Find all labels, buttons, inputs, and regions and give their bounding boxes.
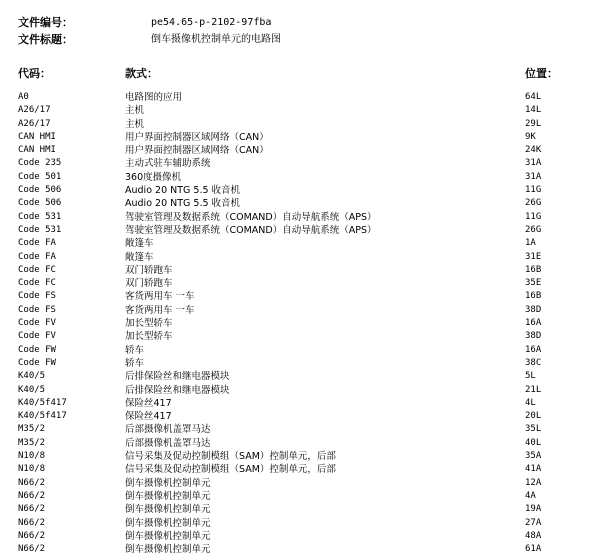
- component-code: Code 506: [18, 185, 62, 196]
- table-row: [0, 477, 602, 490]
- component-description: 360度摄像机: [125, 171, 182, 183]
- component-code: Code 531: [18, 224, 62, 235]
- component-description: 倒车摄像机控制单元: [125, 544, 211, 556]
- doc-number-label: 文件编号：: [18, 16, 73, 29]
- component-description: 加长型轿车: [125, 318, 173, 330]
- component-position: 16B: [525, 291, 542, 302]
- table-row: [0, 370, 602, 383]
- table-row: [0, 317, 602, 330]
- component-position: 27A: [525, 517, 542, 528]
- table-row: [0, 530, 602, 543]
- component-code: K40/5f417: [18, 411, 67, 422]
- table-row: [0, 237, 602, 250]
- table-row: [0, 211, 602, 224]
- component-code: M35/2: [18, 424, 46, 435]
- doc-title-label: 文件标题：: [18, 33, 73, 46]
- table-row: [0, 251, 602, 264]
- component-position: 5L: [525, 371, 536, 382]
- component-description: 后排保险丝和继电器模块: [125, 371, 230, 383]
- table-row: [0, 344, 602, 357]
- component-position: 26G: [525, 224, 542, 235]
- table-row: [0, 290, 602, 303]
- component-description: 保险丝417: [125, 411, 172, 423]
- component-description: 倒车摄像机控制单元: [125, 517, 211, 529]
- doc-number-value: pe54.65-p-2102-97fba: [151, 17, 272, 28]
- component-code: A26/17: [18, 105, 51, 116]
- component-position: 11G: [525, 185, 542, 196]
- component-description: 轿车: [125, 344, 145, 356]
- component-description: Audio 20 NTG 5.5 收音机: [125, 185, 241, 197]
- component-description: 倒车摄像机控制单元: [125, 504, 211, 516]
- component-position: 4A: [525, 490, 536, 501]
- component-code: N66/2: [18, 504, 46, 515]
- table-row: [0, 450, 602, 463]
- table-row: [0, 357, 602, 370]
- component-code: Code FC: [18, 278, 56, 289]
- component-code: Code FA: [18, 251, 56, 262]
- component-position: 19A: [525, 504, 542, 515]
- table-row: [0, 91, 602, 104]
- component-description: 主机: [125, 118, 145, 130]
- table-row: [0, 410, 602, 423]
- component-position: 38D: [525, 304, 542, 315]
- component-description: 倒车摄像机控制单元: [125, 477, 211, 489]
- component-code: Code FC: [18, 264, 56, 275]
- header-description: 款式：: [125, 67, 158, 80]
- component-description: 驾驶室管理及数据系统（COMAND）自动导航系统（APS）: [125, 211, 377, 223]
- component-position: 21L: [525, 384, 542, 395]
- component-position: 11G: [525, 211, 542, 222]
- component-position: 20L: [525, 411, 542, 422]
- table-row: [0, 277, 602, 290]
- component-code: N66/2: [18, 490, 46, 501]
- component-code: K40/5f417: [18, 397, 67, 408]
- table-row: [0, 264, 602, 277]
- table-row: [0, 517, 602, 530]
- table-row: [0, 463, 602, 476]
- component-code: N66/2: [18, 544, 46, 555]
- component-description: 主动式驻车辅助系统: [125, 158, 211, 170]
- table-row: [0, 503, 602, 516]
- table-row: [0, 304, 602, 317]
- component-description: 轿车: [125, 357, 145, 369]
- component-position: 14L: [525, 105, 542, 116]
- component-description: 客货两用车 一车: [125, 304, 195, 316]
- component-code: Code FS: [18, 304, 56, 315]
- component-code: Code 235: [18, 158, 62, 169]
- component-position: 31E: [525, 251, 542, 262]
- table-row: [0, 437, 602, 450]
- component-description: 用户界面控制器区域网络（CAN）: [125, 145, 269, 157]
- component-position: 12A: [525, 477, 542, 488]
- component-code: A0: [18, 92, 29, 102]
- component-code: K40/5: [18, 384, 46, 395]
- component-code: M35/2: [18, 437, 46, 448]
- component-code: N66/2: [18, 517, 46, 528]
- component-description: 后部摄像机盖罩马达: [125, 424, 211, 436]
- table-row: [0, 157, 602, 170]
- component-position: 29L: [525, 118, 542, 129]
- table-row: [0, 543, 602, 556]
- component-position: 35E: [525, 278, 542, 289]
- component-description: 敞篷车: [125, 251, 154, 263]
- table-row: [0, 384, 602, 397]
- component-description: 双门轿跑车: [125, 264, 173, 276]
- component-position: 61A: [525, 544, 542, 555]
- component-code: N66/2: [18, 530, 46, 541]
- component-position: 31A: [525, 171, 542, 182]
- component-code: Code 506: [18, 198, 62, 209]
- table-row: [0, 171, 602, 184]
- component-description: 敞篷车: [125, 238, 154, 250]
- table-row: [0, 104, 602, 117]
- component-code: Code FV: [18, 318, 56, 329]
- component-description: 保险丝417: [125, 397, 172, 409]
- table-row: [0, 184, 602, 197]
- component-position: 35A: [525, 451, 542, 462]
- table-row: [0, 197, 602, 210]
- component-description: 后排保险丝和继电器模块: [125, 384, 230, 396]
- component-position: 26G: [525, 198, 542, 209]
- table-row: [0, 490, 602, 503]
- component-description: 驾驶室管理及数据系统（COMAND）自动导航系统（APS）: [125, 224, 377, 236]
- component-description: 主机: [125, 105, 145, 117]
- component-position: 35L: [525, 424, 542, 435]
- component-code: CAN HMI: [18, 131, 56, 142]
- component-code: Code FA: [18, 238, 56, 249]
- component-position: 64L: [525, 92, 542, 102]
- component-position: 40L: [525, 437, 542, 448]
- component-description: 信号采集及促动控制模组（SAM）控制单元，后部: [125, 464, 336, 476]
- component-description: 倒车摄像机控制单元: [125, 530, 211, 542]
- table-row: [0, 118, 602, 131]
- component-position: 24K: [525, 145, 542, 156]
- table-row: [0, 330, 602, 343]
- component-position: 4L: [525, 397, 536, 408]
- component-description: 双门轿跑车: [125, 278, 173, 290]
- component-position: 16A: [525, 318, 542, 329]
- doc-title-value: 倒车摄像机控制单元的电路图: [151, 34, 281, 45]
- component-position: 48A: [525, 530, 542, 541]
- component-code: N10/8: [18, 464, 46, 475]
- table-row: [0, 397, 602, 410]
- component-position: 31A: [525, 158, 542, 169]
- component-position: 9K: [525, 131, 536, 142]
- table-row: [0, 224, 602, 237]
- component-code: Code FW: [18, 357, 56, 368]
- component-code: N10/8: [18, 451, 46, 462]
- component-description: 用户界面控制器区域网络（CAN）: [125, 131, 269, 143]
- component-code: N66/2: [18, 477, 46, 488]
- component-code: Code FS: [18, 291, 56, 302]
- component-code: Code FV: [18, 331, 56, 342]
- component-code: K40/5: [18, 371, 46, 382]
- table-row: [0, 144, 602, 157]
- component-code: Code 531: [18, 211, 62, 222]
- component-description: 后部摄像机盖罩马达: [125, 437, 211, 449]
- component-position: 38C: [525, 357, 542, 368]
- component-code: A26/17: [18, 118, 51, 129]
- component-description: 电路图的应用: [125, 92, 183, 103]
- table-header: [0, 67, 602, 81]
- table-row: [0, 423, 602, 436]
- component-position: 38D: [525, 331, 542, 342]
- component-table: [0, 91, 602, 556]
- component-description: 倒车摄像机控制单元: [125, 490, 211, 502]
- component-position: 16B: [525, 264, 542, 275]
- component-code: CAN HMI: [18, 145, 56, 156]
- component-position: 41A: [525, 464, 542, 475]
- header-position: 位置：: [525, 67, 558, 80]
- component-description: 信号采集及促动控制模组（SAM）控制单元，后部: [125, 451, 336, 463]
- table-row: [0, 131, 602, 144]
- component-code: Code 501: [18, 171, 62, 182]
- component-position: 1A: [525, 238, 536, 249]
- component-description: 客货两用车 一车: [125, 291, 195, 303]
- component-position: 16A: [525, 344, 542, 355]
- component-code: Code FW: [18, 344, 56, 355]
- header-code: 代码：: [18, 67, 51, 80]
- component-description: 加长型轿车: [125, 331, 173, 343]
- component-description: Audio 20 NTG 5.5 收音机: [125, 198, 241, 210]
